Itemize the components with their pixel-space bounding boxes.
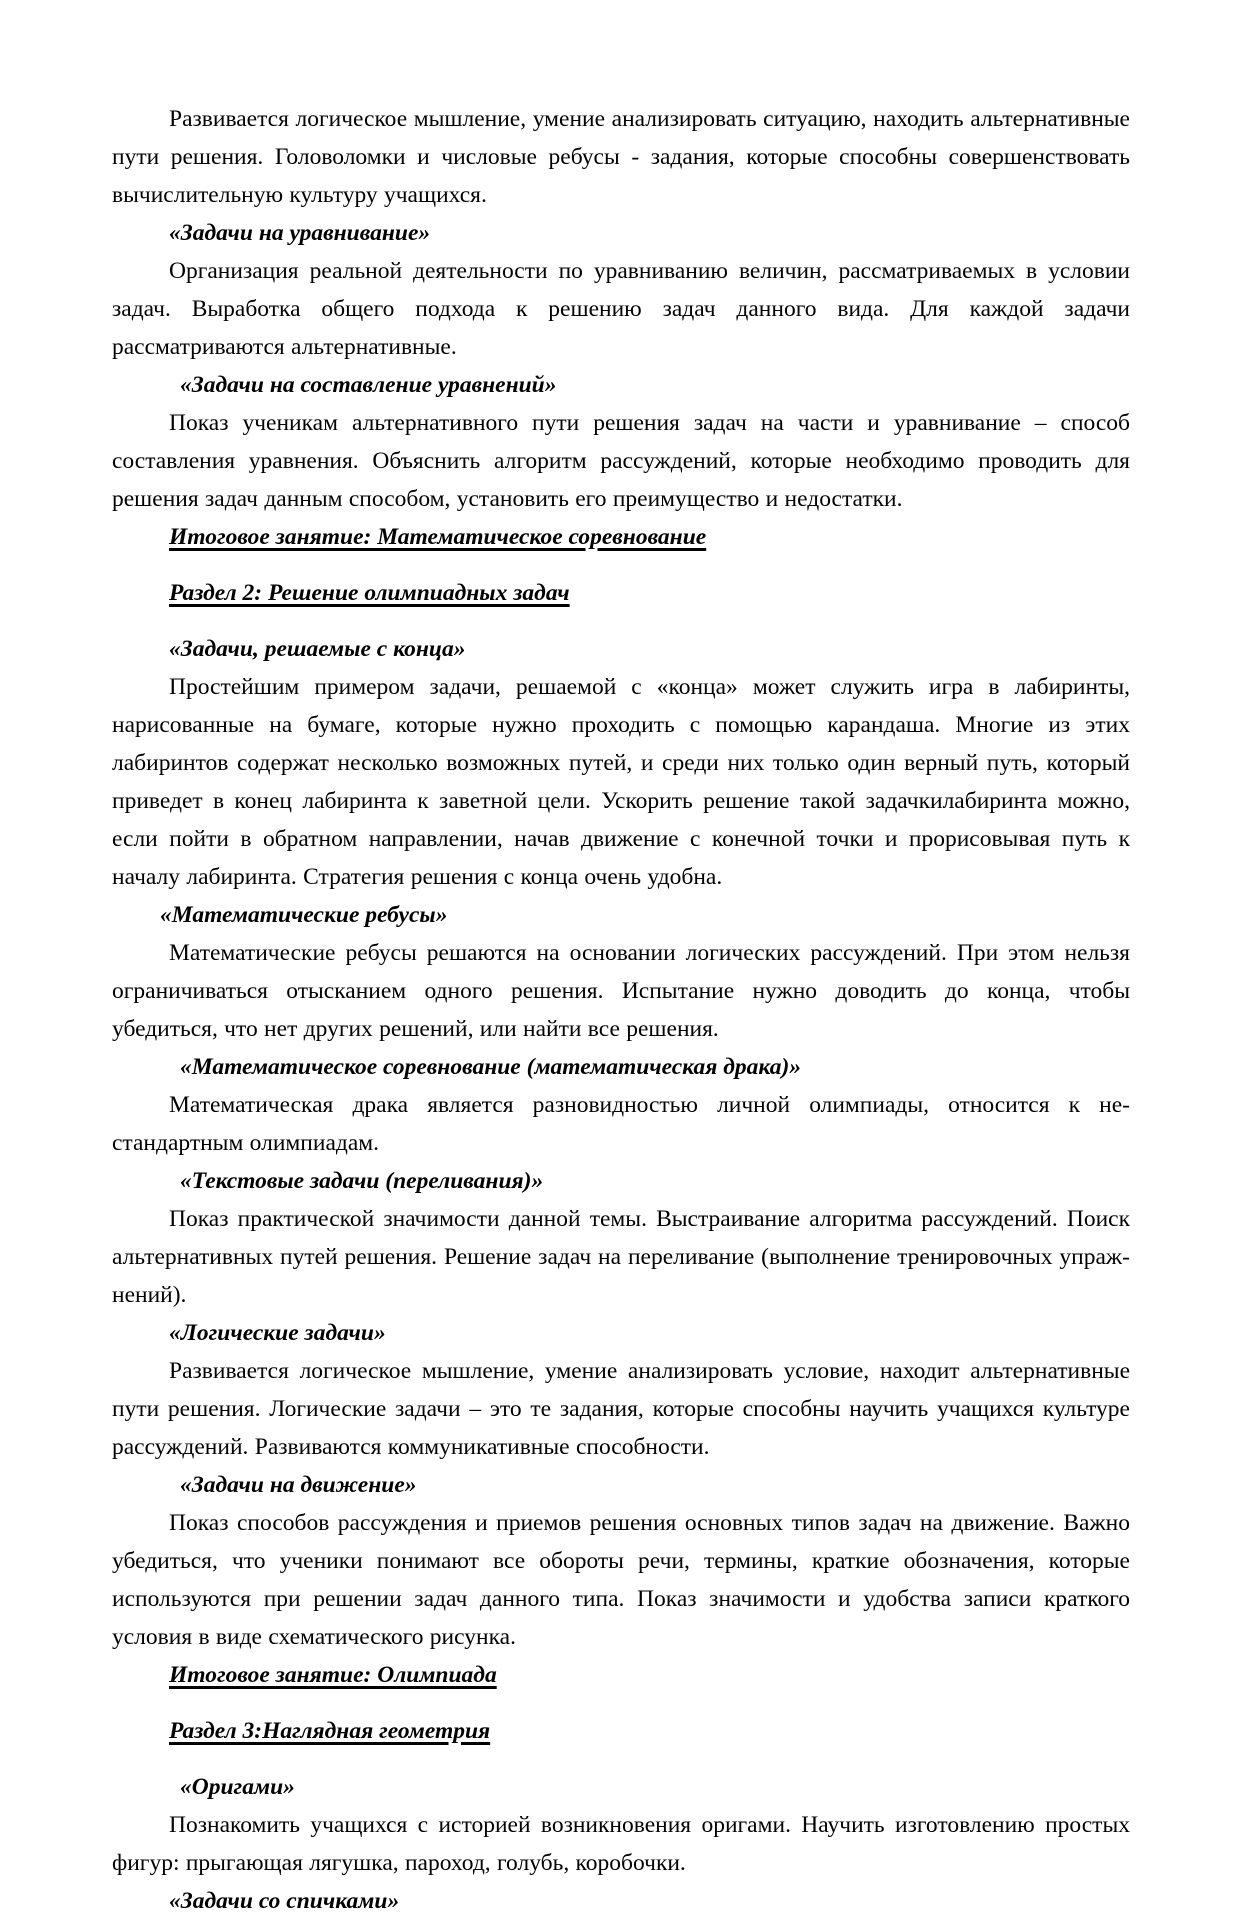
section-itogovoe-zanyatie-olimpiada: Итоговое занятие: Олимпиада bbox=[169, 1662, 497, 1688]
section-razdel-2: Раздел 2: Решение олимпиадных задач bbox=[169, 580, 570, 606]
subheading-zadachi-na-sostavlenie-uravnenij: «Задачи на составление уравнений» bbox=[180, 372, 557, 398]
paragraph-logicheskie-zadachi: Развивается логическое мышление, умение анализировать условие, находит альтернативные пути решения. Логические задачи – это те задания, которые способны научить учащихся культуре рассуждений. Развиваются коммуникативные способности. bbox=[112, 1358, 1130, 1460]
spacer bbox=[112, 1750, 1130, 1768]
paragraph-zadachi-na-dvizhenie: Показ способов рассуждения и приемов решения основных типов задач на движение. Важно убедиться, что ученики понимают все обороты речи, термины, краткие обозначения, которые используются при решении задач данного типа. Показ значимости и удобства записи краткого условия в виде схематического рисунка. bbox=[112, 1510, 1130, 1650]
paragraph-zadachi-na-sostavlenie-uravnenij: Показ ученикам альтернативного пути решения задач на части и уравнивание – способ составления уравнения. Объяснить алгоритм рассуждений, которые необходимо проводить для решения задач данным способом, установить его преимущество и недостатки. bbox=[112, 410, 1130, 512]
spacer bbox=[112, 1694, 1130, 1712]
subheading-origami: «Оригами» bbox=[180, 1774, 295, 1800]
subheading-zadachi-so-spichkami: «Задачи со спичками» bbox=[169, 1888, 400, 1914]
subheading-matematicheskie-rebusy: «Математические ребусы» bbox=[160, 902, 448, 928]
paragraph-zadachi-na-uravnivanie: Организация реальной деятельности по уравниванию величин, рассматриваемых в условии задач. Выработка общего подхода к решению задач данного вида. Для каждой задачи рассматриваются альтернативные. bbox=[112, 258, 1130, 360]
paragraph-matematicheskie-rebusy: Математические ребусы решаются на основании логических рассуждений. При этом нельзя ограничиваться отысканием одного решения. Испытание нужно доводить до конца, чтобы убедиться, что нет других решений, или найти все решения. bbox=[112, 940, 1130, 1042]
subheading-tekstovye-zadachi-perelivaniya: «Текстовые задачи (переливания)» bbox=[180, 1168, 544, 1194]
paragraph-logical-thinking-intro: Развивается логическое мышление, умение анализировать ситуацию, находить альтернативные пути решения. Головоломки и числовые ребусы - задания, которые способны совершенствовать вычислительную культуру учащихся. bbox=[112, 106, 1130, 208]
paragraph-tekstovye-zadachi-perelivaniya: Показ практической значимости данной темы. Выстраивание алгоритма рассуждений. Поиск альтернативных путей решения. Решение задач на переливание (выполнение тренировочных упражнений). bbox=[112, 1206, 1130, 1308]
document-content bbox=[112, 100, 1130, 1920]
subheading-zadachi-na-dvizhenie: «Задачи на движение» bbox=[180, 1472, 417, 1498]
section-itogovoe-zanyatie-matematicheskoe-sorevnovanie: Итоговое занятие: Математическое соревнование bbox=[169, 524, 707, 550]
subheading-matematicheskoe-sorevnovanie-draka: «Математическое соревнование (математическая драка)» bbox=[180, 1054, 802, 1080]
paragraph-zadachi-reshaemye-s-konca: Простейшим примером задачи, решаемой с «конца» может служить игра в лабиринты, нарисованные на бумаге, которые нужно проходить с помощью карандаша. Многие из этих лабиринтов содержат несколько возможных путей, и среди них только один верный путь, который приведет в конец лабиринта к заветной цели. Ускорить решение такой задачкилабиринта можно, если пойти в обратном направлении, начав движение с конечной точки и прорисовывая путь к началу лабиринта. Стратегия решения с конца очень удобна. bbox=[112, 674, 1130, 890]
spacer bbox=[112, 556, 1130, 574]
subheading-logicheskie-zadachi: «Логические задачи» bbox=[169, 1320, 386, 1346]
subheading-zadachi-reshaemye-s-konca: «Задачи, решаемые с конца» bbox=[169, 636, 466, 662]
paragraph-origami: Познакомить учащихся с историей возникновения оригами. Научить изготовлению простых фигур: прыгающая лягушка, пароход, голубь, коробочки. bbox=[112, 1812, 1130, 1876]
subheading-zadachi-na-uravnivanie: «Задачи на уравнивание» bbox=[169, 220, 431, 246]
section-razdel-3: Раздел 3:Наглядная геометрия bbox=[169, 1718, 491, 1744]
paragraph-matematicheskaya-draka: Математическая драка является разновидностью личной олимпиады, относится к нестандартным олимпиадам. bbox=[112, 1092, 1130, 1156]
spacer bbox=[112, 612, 1130, 630]
